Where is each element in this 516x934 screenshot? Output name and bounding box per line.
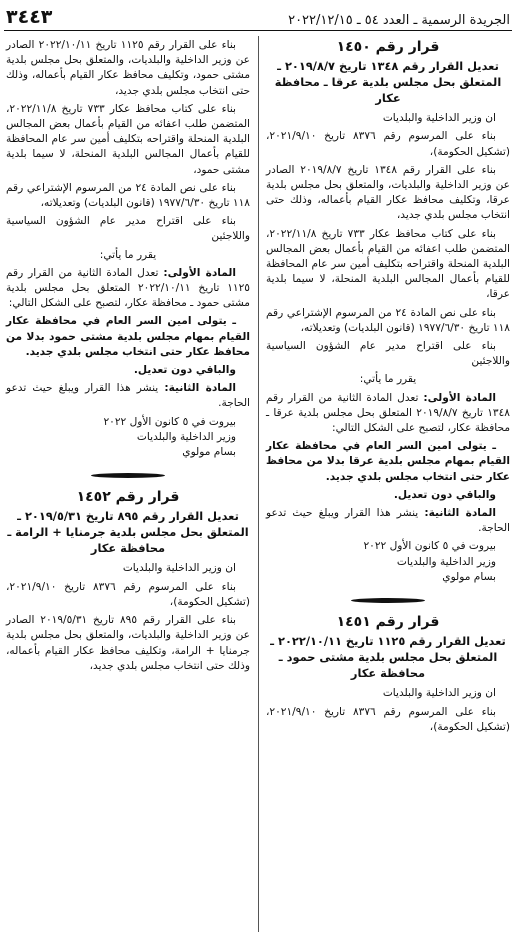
right-column	[266, 38, 510, 738]
decides-heading: يقرر ما يأتي:	[99, 248, 157, 261]
paragraph: بناء على القرار رقم ١٣٤٨ تاريخ ٢٠١٩/٨/٧ الصادر عن وزير الداخلية والبلديات، والمتعلق بحل مجلس بلدية عرقا، وتكليف محافظ عكار القيام بأعماله، وذلك حتى انتخاب مجلس بلدي جديد،	[266, 163, 510, 222]
article-2-label: المادة الثانية:	[424, 507, 496, 520]
paragraph: بناء على كتاب محافظ عكار ٧٣٣ تاريخ ٢٠٢٢/١١/٨، المتضمن طلب اعفائه من القيام بأعمال بعض المجالس البلدية المنحلة واقتراحه بتكليف أمين سر عام المحافظة للقيام بأعمال المجالس البلدية المنحلة، لا سيما بلدية مشتى حمود،	[6, 102, 250, 176]
paragraph: ان وزير الداخلية والبلديات	[382, 112, 496, 125]
section-separator	[6, 468, 250, 482]
decision-1451-subtitle: تعديل القرار رقم ١١٢٥ تاريخ ٢٠٢٢/١٠/١١ ـ المتعلق بحل مجلس بلدية مشتى حمود ـ محافظة عكار	[270, 634, 506, 681]
signature-name: بسام مولوي	[442, 570, 496, 583]
paragraph: بناء على القرار رقم ١١٢٥ تاريخ ٢٠٢٢/١٠/١١ الصادر عن وزير الداخلية والبلديات، والمتعلق بحل مجلس بلدية مشتى حمود، وتكليف محافظ عكار القيام بأعماله، وذلك حتى انتخاب مجلس بلدي جديد،	[6, 39, 250, 97]
signature-title: وزير الداخلية والبلديات	[396, 555, 496, 568]
paragraph: بناء على المرسوم رقم ٨٣٧٦ تاريخ ٢٠٢١/٩/١٠، (تشكيل الحكومة)،	[266, 705, 510, 733]
issue-info: الجريدة الرسمية ـ العدد ٥٤ ـ ٢٠٢٢/١٢/١٥	[288, 13, 510, 28]
paragraph: بناء على نص المادة ٢٤ من المرسوم الإشتراعي رقم ١١٨ تاريخ ١٩٧٧/٦/٣٠ (قانون البلديات) وتعديلاته،	[266, 306, 510, 334]
article-1-label: المادة الأولى:	[163, 266, 236, 279]
decision-1452-title: قرار رقم ١٤٥٢	[76, 489, 180, 506]
article-1-provision: ـ يتولى امين السر العام في محافظة عكار القيام بمهام مجلس بلدية مشتى حمود بدلا من محافظ عكار حتى انتخاب مجلس بلدي جديد.	[6, 315, 250, 358]
paragraph: بناء على اقتراح مدير عام الشؤون السياسية واللاجئين	[266, 340, 510, 368]
paragraph: بناء على المرسوم رقم ٨٣٧٦ تاريخ ٢٠٢١/٩/١٠، (تشكيل الحكومة)،	[6, 580, 250, 608]
paragraph: ان وزير الداخلية والبلديات	[382, 687, 496, 700]
article-1-text: تعدل المادة الثانية من القرار رقم ١١٢٥ تاريخ ٢٠٢٢/١٠/١١ المتعلق بحل مجلس بلدية مشتى حمود ـ محافظة عكار، لتصبح على الشكل التالي:	[6, 266, 250, 310]
signature-block	[266, 539, 510, 585]
article-1-text: تعدل المادة الثانية من القرار رقم ١٣٤٨ تاريخ ٢٠١٩/٨/٧ المتعلق بحل مجلس بلدية عرقا ـ محافظة عكار، لتصبح على الشكل التالي:	[266, 391, 510, 435]
decides-heading: يقرر ما يأتي:	[359, 373, 417, 386]
signature-name: بسام مولوي	[182, 446, 236, 459]
header-rule	[4, 30, 512, 31]
section-separator	[266, 593, 510, 607]
article-1	[266, 391, 510, 437]
paragraph: بناء على القرار رقم ٨٩٥ تاريخ ٢٠١٩/٥/٣١ الصادر عن وزير الداخلية والبلديات، والمتعلق بحل مجلس بلدية جرمنايا + الرامة، وتكليف محافظ عكار القيام بأعماله، وذلك حتى انتخاب مجلس بلدي جديد،	[6, 614, 250, 672]
signature-title: وزير الداخلية والبلديات	[136, 430, 236, 443]
article-2	[6, 381, 250, 411]
page-header	[6, 4, 510, 28]
article-2-text: ينشر هذا القرار ويبلغ حيث تدعو الحاجة.	[6, 382, 250, 410]
decision-1450-subtitle: تعديل القرار رقم ١٣٤٨ تاريخ ٢٠١٩/٨/٧ ـ المتعلق بحل مجلس بلدية عرقا ـ محافظة عكار	[274, 59, 502, 106]
article-2-label: المادة الثانية:	[164, 382, 236, 395]
decision-1452-subtitle: تعديل القرار رقم ٨٩٥ تاريخ ٢٠١٩/٥/٣١ ـ المتعلق بحل مجلس بلدية جرمنايا + الرامة ـ محافظة عكار	[7, 509, 249, 556]
left-column	[6, 38, 250, 677]
paragraph: بناء على المرسوم رقم ٨٣٧٦ تاريخ ٢٠٢١/٩/١٠، (تشكيل الحكومة)،	[266, 130, 510, 158]
signature-block	[6, 415, 250, 461]
page-number: ٣٤٤٣	[6, 6, 53, 28]
paragraph: بناء على كتاب محافظ عكار ٧٣٣ تاريخ ٢٠٢٢/١١/٨، المتضمن طلب اعفائه من القيام بأعمال بعض المجالس البلدية المنحلة واقتراحه بتكليف أمين سر عام المحافظة للقيام بأعمال المجالس البلدية المنحلة، لا سيما بلدية عرقا،	[266, 227, 510, 301]
paragraph: ان وزير الداخلية والبلديات	[122, 562, 236, 575]
article-2	[266, 506, 510, 536]
paragraph: بناء على اقتراح مدير عام الشؤون السياسية واللاجئين	[6, 215, 250, 243]
decision-1451-title: قرار رقم ١٤٥١	[336, 614, 440, 631]
paragraph: بناء على نص المادة ٢٤ من المرسوم الإشتراعي رقم ١١٨ تاريخ ١٩٧٧/٦/٣٠ (قانون البلديات) وتعديلاته،	[6, 181, 250, 210]
signature-date: بيروت في ٥ كانون الأول ٢٠٢٢	[363, 540, 496, 553]
article-2-text: ينشر هذا القرار ويبلغ حيث تدعو الحاجة.	[266, 507, 510, 535]
column-divider	[258, 36, 259, 932]
article-1-rest: والباقي دون تعديل.	[393, 488, 496, 501]
article-1-label: المادة الأولى:	[423, 391, 496, 404]
article-1-provision: ـ يتولى امين السر العام في محافظة عكار القيام بمهام مجلس بلدية عرقا بدلا من محافظ عكار حتى انتخاب مجلس بلدي جديد.	[266, 440, 510, 483]
article-1-rest: والباقي دون تعديل.	[133, 364, 236, 377]
article-1	[6, 266, 250, 312]
signature-date: بيروت في ٥ كانون الأول ٢٠٢٢	[103, 415, 236, 428]
decision-1450-title: قرار رقم ١٤٥٠	[336, 39, 440, 55]
